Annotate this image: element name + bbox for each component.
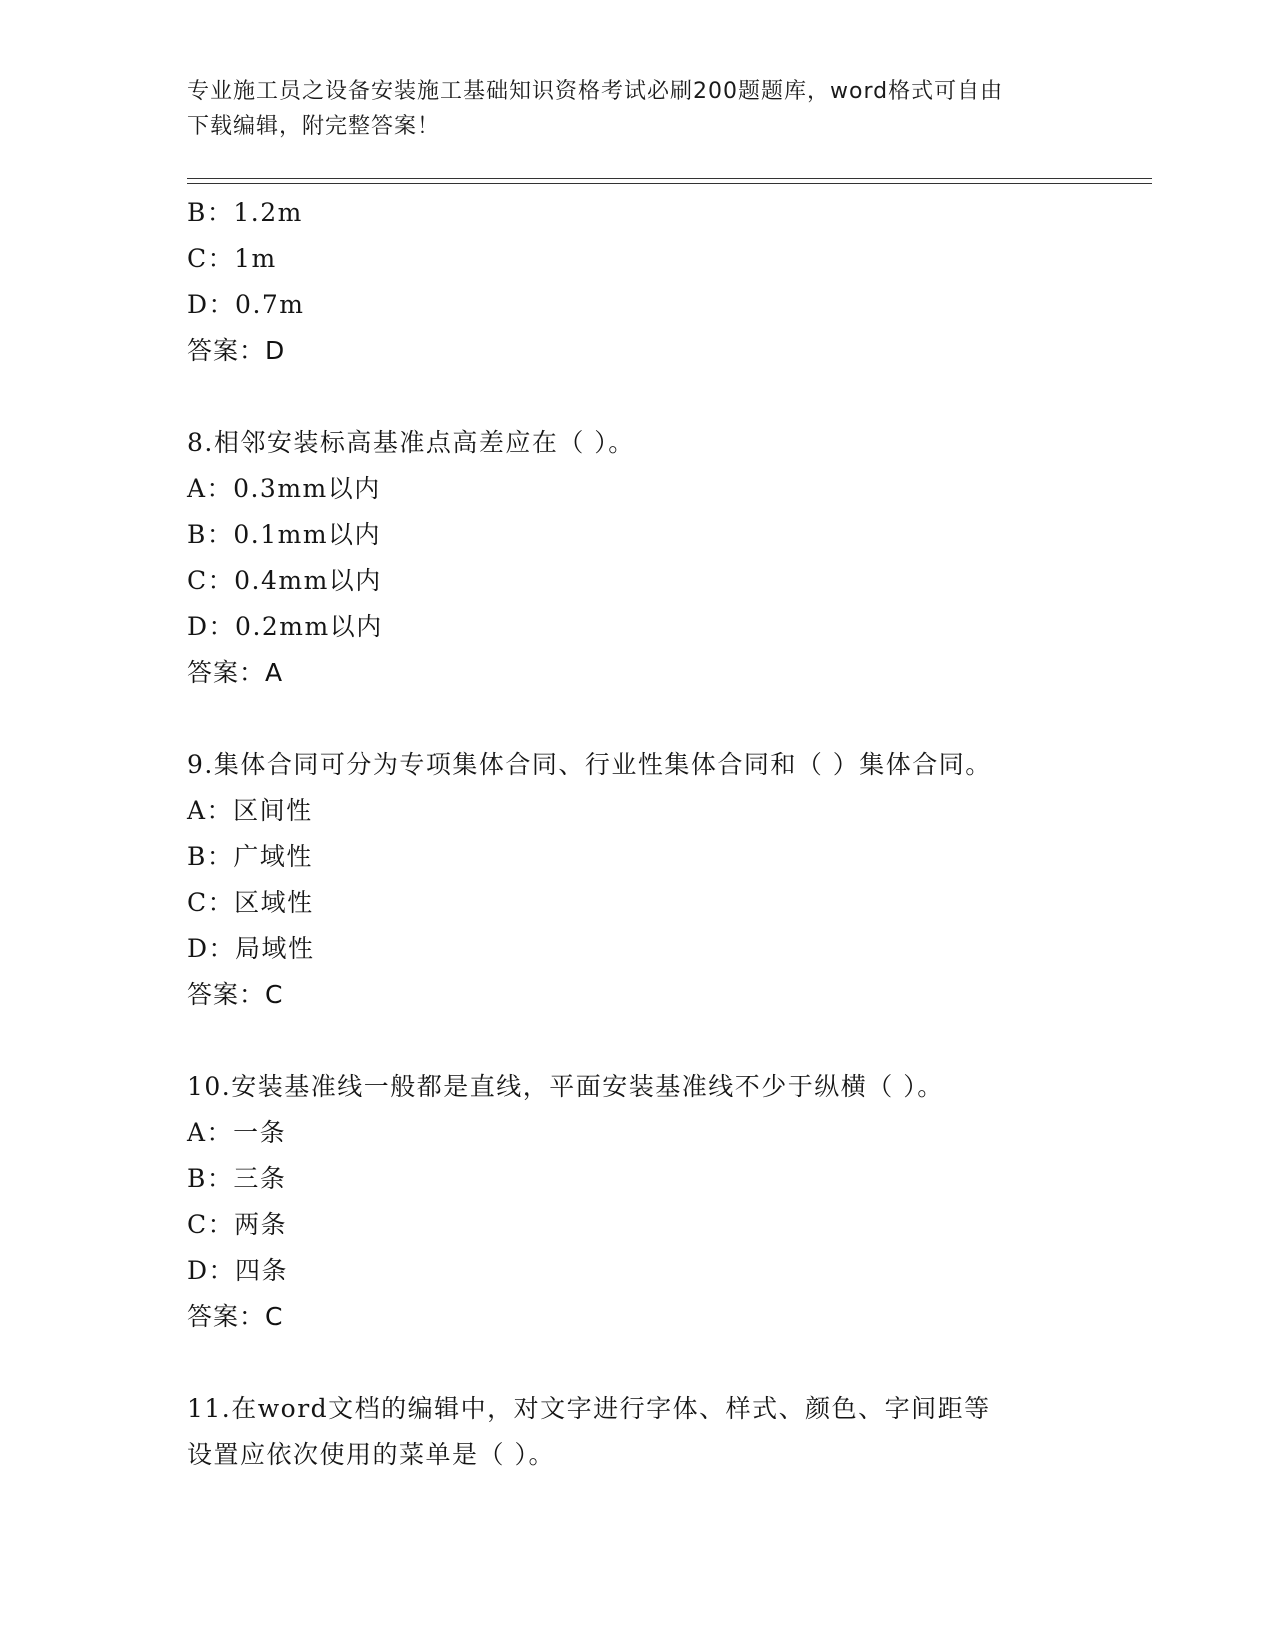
question-stem-line-1: 11.在word文档的编辑中，对文字进行字体、样式、颜色、字间距等 bbox=[187, 1394, 991, 1423]
option-c: C：两条 bbox=[187, 1210, 288, 1239]
option-d: D：0.2mm以内 bbox=[187, 612, 383, 641]
header-line-1: 专业施工员之设备安装施工基础知识资格考试必刷200题题库，word格式可自由 bbox=[187, 79, 1004, 104]
question-stem: 8.相邻安装标高基准点高差应在（ ）。 bbox=[187, 428, 635, 457]
header-line-2: 下载编辑，附完整答案！ bbox=[187, 114, 441, 139]
answer: 答案：A bbox=[187, 658, 284, 687]
option-b: B：0.1mm以内 bbox=[187, 520, 382, 549]
answer: 答案：C bbox=[187, 980, 284, 1009]
option-a: A：区间性 bbox=[187, 796, 313, 825]
spacer bbox=[187, 374, 1152, 420]
question-9 bbox=[187, 742, 1152, 1018]
option-a: A：一条 bbox=[187, 1118, 287, 1147]
option-a: A：0.3mm以内 bbox=[187, 474, 381, 503]
option-c: C：1m bbox=[187, 244, 277, 273]
question-stem: 9.集体合同可分为专项集体合同、行业性集体合同和（ ）集体合同。 bbox=[187, 750, 992, 779]
option-d: D：局域性 bbox=[187, 934, 315, 963]
option-c: C：区域性 bbox=[187, 888, 314, 917]
question-stem: 10.安装基准线一般都是直线，平面安装基准线不少于纵横（ ）。 bbox=[187, 1072, 944, 1101]
answer: 答案：D bbox=[187, 336, 286, 365]
document-header bbox=[187, 74, 1067, 144]
question-10 bbox=[187, 1064, 1152, 1340]
option-c: C：0.4mm以内 bbox=[187, 566, 382, 595]
spacer bbox=[187, 1340, 1152, 1386]
spacer bbox=[187, 696, 1152, 742]
option-b: B：广域性 bbox=[187, 842, 313, 871]
header-divider-bottom bbox=[187, 183, 1152, 184]
header-divider-top bbox=[187, 178, 1152, 179]
question-7 bbox=[187, 190, 1152, 374]
answer: 答案：C bbox=[187, 1302, 284, 1331]
option-b: B：1.2m bbox=[187, 198, 303, 227]
option-d: D：四条 bbox=[187, 1256, 289, 1285]
option-b: B：三条 bbox=[187, 1164, 287, 1193]
spacer bbox=[187, 1018, 1152, 1064]
question-8 bbox=[187, 420, 1152, 696]
question-stem-line-2: 设置应依次使用的菜单是（ ）。 bbox=[187, 1440, 555, 1469]
question-list bbox=[187, 190, 1152, 1478]
option-d: D：0.7m bbox=[187, 290, 305, 319]
question-11 bbox=[187, 1386, 1152, 1478]
